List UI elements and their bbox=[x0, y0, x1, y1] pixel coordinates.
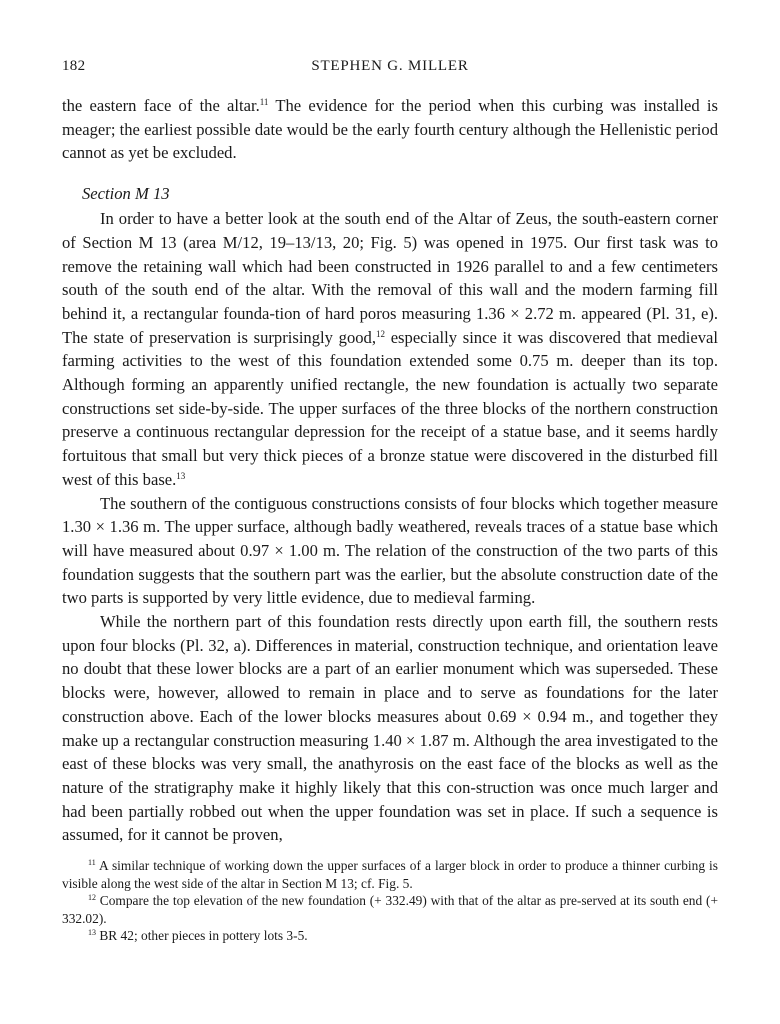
footnote-number: 11 bbox=[88, 858, 96, 867]
paragraph: The southern of the contiguous constructions consists of four blocks which together measure 1.30 × 1.36 m. The upper surface, although badly weathered, reveals traces of a statue base which will have measured about 0.97 × 1.00 m. The relation of the construction of the two parts of this foundation suggests that the southern part was the earlier, but the absolute construction date of the two parts is supported by very little evidence, due to medieval farming. bbox=[62, 493, 718, 608]
footnote-ref: 11 bbox=[259, 97, 269, 107]
paragraph bbox=[62, 207, 718, 491]
footnote bbox=[62, 927, 718, 945]
footnote-number: 13 bbox=[88, 928, 96, 938]
footnote-ref: 13 bbox=[176, 470, 186, 481]
page-number: 182 bbox=[62, 58, 86, 74]
footnote-text: Compare the top elevation of the new foundation (+ 332.49) with that of the altar as pre-served at its south end (+ 332.02). bbox=[62, 893, 718, 926]
running-header bbox=[62, 58, 718, 82]
section-heading: Section M 13 bbox=[82, 184, 170, 204]
page bbox=[62, 58, 718, 847]
footnotes bbox=[62, 857, 718, 945]
footnote bbox=[62, 857, 718, 892]
body-text bbox=[62, 94, 718, 847]
text-run: especially since it was discovered that medieval farming activities to the west of this foundation extended some 0.75 m. deeper than its top. Although forming an apparently unified rectangle, the new foundation is actually two separate constructions set side-by-side. The upper surfaces of the three blocks of the northern construction preserve a continuous rectangular depression for the receipt of a statue base, and it seems hardly fortuitous that small but very thick pieces of a bronze statue were discovered in the disturbed fill west of this base. bbox=[62, 327, 718, 489]
running-title: STEPHEN G. MILLER bbox=[311, 58, 469, 74]
paragraph: While the northern part of this foundation rests directly upon earth fill, the southern rests upon four blocks (Pl. 32, a). Differences in material, construction technique, and orientation leave no doubt that these lower blocks are a part of an earlier monument which was superseded. These blocks were, however, allowed to remain in place and to serve as foundations for the later construction above. Each of the lower blocks measures about 0.69 × 0.94 m., and together they make up a rectangular construction measuring 1.40 × 1.87 m. Although the area investigated to the east of these blocks was very small, the anathyrosis on the east face of the blocks as well as the nature of the stratigraphy make it highly likely that this con-struction was once much larger and had been partially robbed out when the upper foundation was set in place. If such a sequence is assumed, for it cannot be proven, bbox=[62, 612, 718, 845]
paragraph-continuation bbox=[62, 94, 718, 165]
footnote-ref: 12 bbox=[375, 328, 385, 339]
text-run: The evidence for the period when this curbing was installed is meager; the earliest possible date would be the early fourth century although the Hellenistic period cannot as yet be excluded. bbox=[62, 96, 718, 163]
footnote-text: BR 42; other pieces in pottery lots 3-5. bbox=[96, 928, 308, 944]
footnote-number: 12 bbox=[88, 893, 96, 903]
footnote-text: A similar technique of working down the upper surfaces of a larger block in order to produce a thinner curbing is visible along the west side of the altar in Section M 13; cf. Fig. 5. bbox=[62, 858, 718, 891]
text-run: the eastern face of the altar. bbox=[62, 96, 260, 115]
text-run: In order to have a better look at the south end of the Altar of Zeus, the south-eastern corner of Section M 13 (area M/12, 19–13/13, 20; Fig. 5) was opened in 1975. Our first task was to remove the retaining wall which had been constructed in 1926 parallel to and a few centimeters south of the south end of the altar. With the removal of this wall and the modern farming fill behind it, a rectangular founda-tion of hard poros measuring 1.36 × 2.72 m. appeared (Pl. 31, e). The state of preservation is surprisingly good, bbox=[62, 209, 718, 347]
footnote bbox=[62, 892, 718, 927]
